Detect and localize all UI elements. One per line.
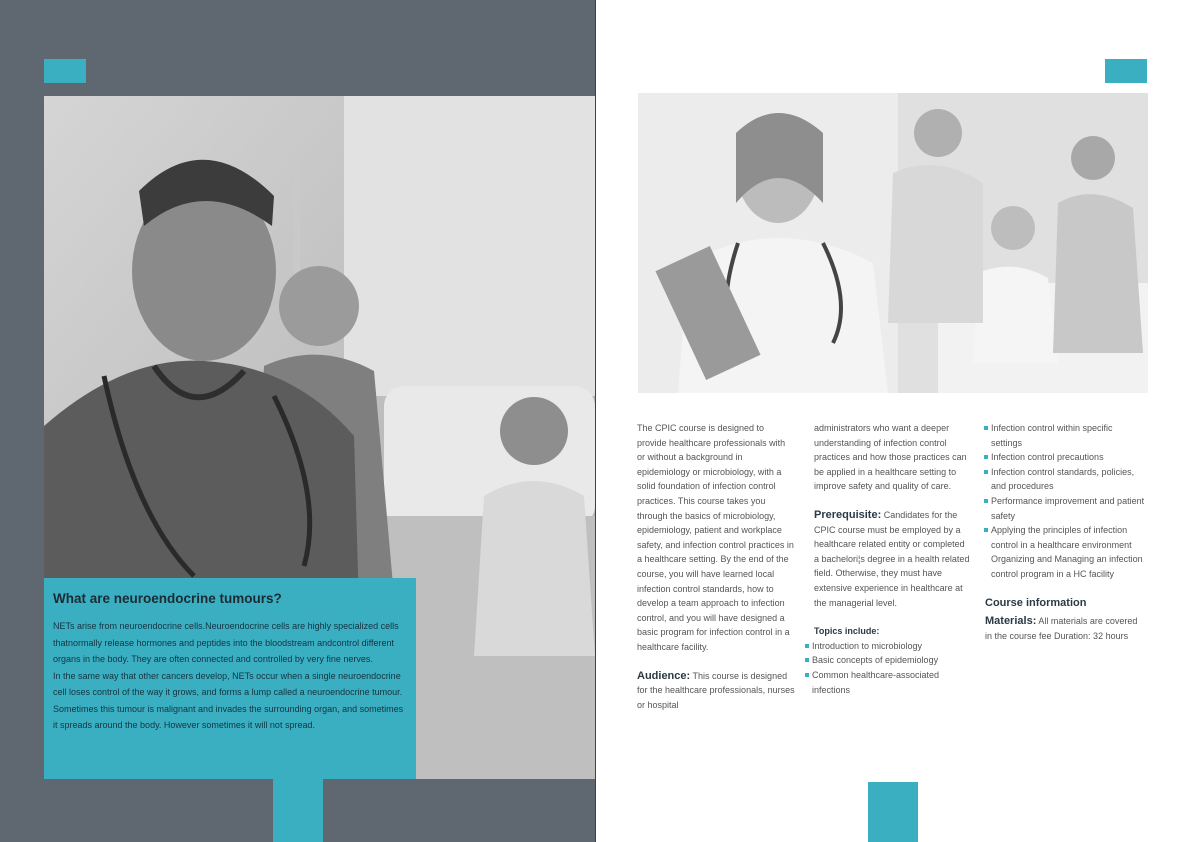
list-item: Introduction to microbiology — [806, 639, 972, 654]
text-column-1 — [637, 421, 795, 712]
text-column-3 — [985, 421, 1145, 643]
materials-label: Materials: — [985, 615, 1037, 628]
list-item: Common healthcare-associated infections — [806, 668, 972, 697]
neuroendocrine-info-box — [44, 578, 416, 779]
prerequisite-paragraph — [814, 508, 972, 610]
materials-text: All materials are covered in the course fee Duration: 32 hours — [985, 616, 1138, 641]
audience-paragraph — [637, 669, 795, 713]
info-box-paragraph-2: In the same way that other cancers develop, NETs occur when a single neuroendocrine cell loses control of the way it grows, and forms a lump called a neuroendocrine tumour. Sometimes this tumour is malignant and invades the surrounding organ, and sometimes it spreads around the body. However sometimes it will not spread. — [53, 670, 404, 730]
prerequisite-label: Prerequisite: — [814, 508, 882, 521]
topics-list-2 — [985, 421, 1145, 582]
info-box-title: What are neuroendocrine tumours? — [53, 591, 282, 606]
info-box-paragraph-1: NETs arise from neuroendocrine cells.Neuroendocrine cells are highly specialized cells thatnormally release hormones and peptides into the bloodstream andcontrol different organs in the body. They are often connected and controlled by very fine nerves. — [53, 621, 399, 664]
materials-paragraph — [985, 614, 1145, 643]
audience-label: Audience: — [637, 669, 691, 682]
accent-block-bottom-right — [868, 782, 918, 842]
list-item: Performance improvement and patient safety — [985, 494, 1145, 523]
accent-block-top-right — [1105, 59, 1147, 83]
text-column-2 — [814, 421, 972, 697]
prerequisite-text: Candidates for the CPIC course must be employed by a healthcare related entity or completed a bachelori¦s degree in a health related field. Otherwise, they must have extensive experience in healthcare at the managerial level. — [814, 509, 970, 608]
page-divider — [595, 0, 596, 842]
list-item: Basic concepts of epidemiology — [806, 653, 972, 668]
audience-continued: administrators who want a deeper understanding of infection control practices and how those practices can be applied in a healthcare setting to improve safety and quality of care. — [814, 423, 967, 492]
course-information-title: Course information — [985, 596, 1087, 609]
list-item: Applying the principles of infection control in a healthcare environment Organizing and Managing an infection control program in a HC facility — [985, 523, 1145, 581]
course-intro: The CPIC course is designed to provide healthcare professionals with or without a background in epidemiology or microbiology, with a solid foundation of infection control practices. This course takes you through the basics of microbiology, epidemiology, patient and workplace safety, and infection control practices in a healthcare setting. By the end of the course, you will have learned local infection control standards, how to develop a team approach to infection control, and you will have designed a basic program for infection control in a healthcare facility. — [637, 423, 794, 652]
accent-block-bottom-left — [273, 779, 323, 842]
audience-text: This course is designed for the healthcare professionals, nurses or hospital — [637, 670, 795, 710]
list-item: Infection control precautions — [985, 450, 1145, 465]
topics-title: Topics include: — [814, 626, 880, 637]
doctor-team-illustration — [638, 93, 1148, 393]
list-item: Infection control standards, policies, and procedures — [985, 465, 1145, 494]
list-item: Infection control within specific settings — [985, 421, 1145, 450]
topics-list-1 — [806, 639, 972, 697]
doctor-team-photo — [638, 93, 1148, 393]
accent-block-top-left — [44, 59, 86, 83]
